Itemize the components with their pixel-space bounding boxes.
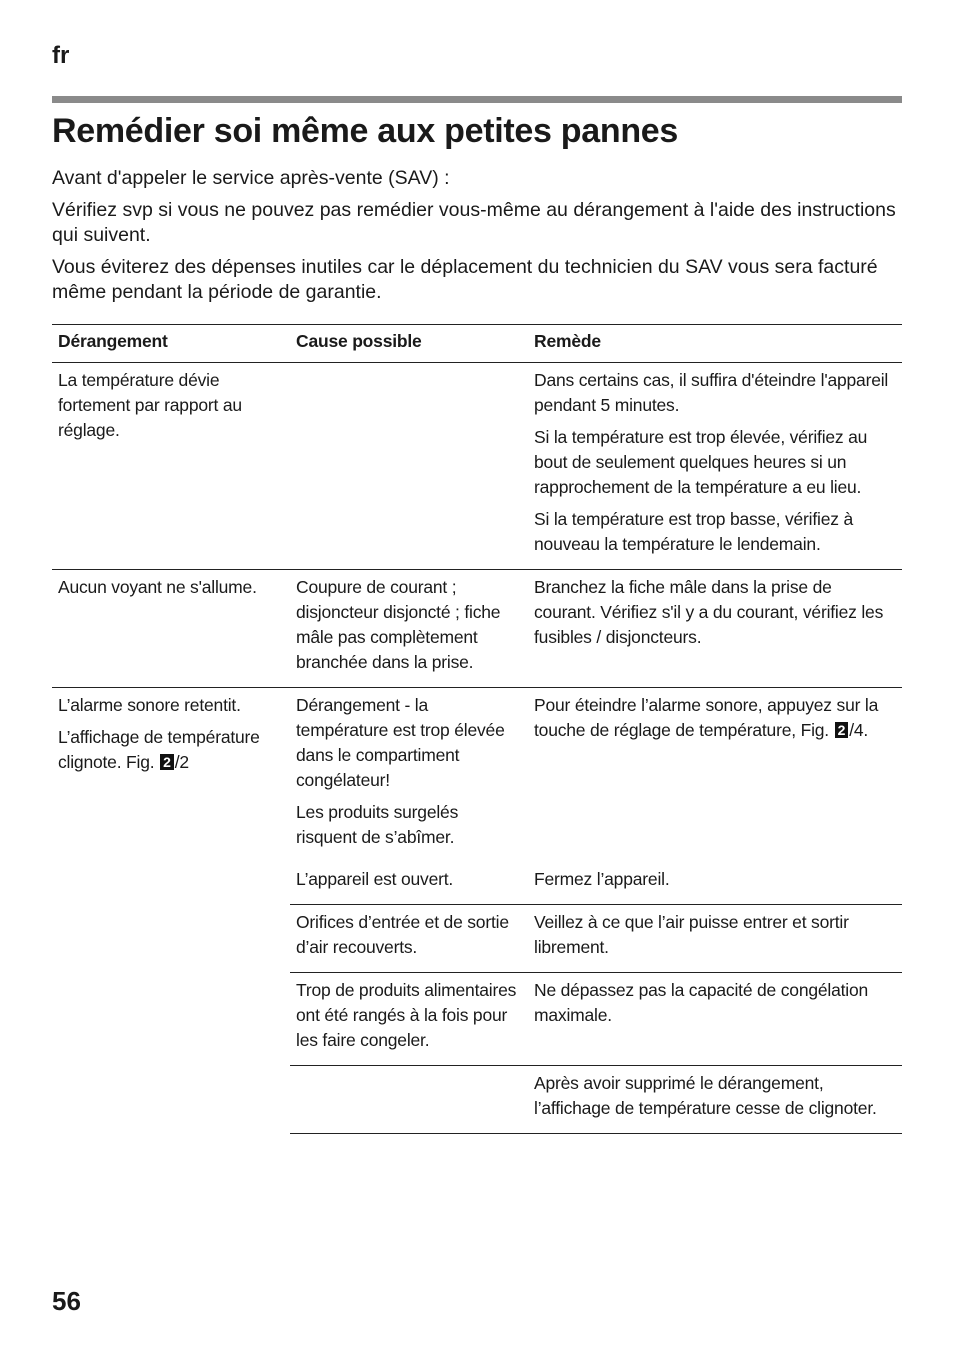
fault-cell xyxy=(52,688,290,1134)
fault-cell xyxy=(52,570,290,688)
cause-cell xyxy=(290,1066,528,1134)
cause-text: Les produits surgelés risquent de s’abîmer. xyxy=(296,802,459,847)
column-header-fault: Dérangement xyxy=(52,325,290,363)
remedy-cell xyxy=(528,570,902,688)
cause-text: Coupure de courant ; disjoncteur disjoncté ; fiche mâle pas complètement branchée dans la prise. xyxy=(296,577,501,672)
remedy-cell xyxy=(528,688,902,863)
cause-cell xyxy=(290,905,528,973)
intro-paragraph: Vous éviterez des dépenses inutiles car le déplacement du technicien du SAV vous sera facturé même pendant la période de garantie. xyxy=(52,256,878,303)
fault-text xyxy=(58,725,284,775)
remedy-text: Ne dépassez pas la capacité de congélation maximale. xyxy=(534,980,869,1025)
remedy-text: Veillez à ce que l’air puisse entrer et sortir librement. xyxy=(534,912,849,957)
remedy-cell xyxy=(528,973,902,1066)
figure-suffix: /2 xyxy=(174,752,189,772)
cause-text: Orifices d’entrée et de sortie d’air recouverts. xyxy=(296,912,509,957)
remedy-text: Si la température est trop élevée, vérifiez au bout de seulement quelques heures si un rapprochement de la température a eu lieu. xyxy=(534,427,868,497)
figure-suffix: /4. xyxy=(849,720,869,740)
language-tag: fr xyxy=(52,42,70,69)
remedy-cell xyxy=(528,363,902,570)
cause-cell xyxy=(290,688,528,863)
page-number: 56 xyxy=(52,1286,81,1316)
remedy-cell xyxy=(528,862,902,905)
intro-paragraph: Avant d'appeler le service après-vente (SAV) : xyxy=(52,167,450,189)
cause-cell xyxy=(290,570,528,688)
remedy-text: Fermez l’appareil. xyxy=(534,869,670,889)
cause-cell xyxy=(290,363,528,570)
column-header-remedy: Remède xyxy=(528,325,902,363)
remedy-text: Dans certains cas, il suffira d'éteindre l'appareil pendant 5 minutes. xyxy=(534,370,889,415)
cause-cell xyxy=(290,973,528,1066)
fault-text-main: L’affichage de température clignote. Fig. xyxy=(58,727,260,772)
cause-cell xyxy=(290,862,528,905)
remedy-cell xyxy=(528,905,902,973)
fault-text: L’alarme sonore retentit. xyxy=(58,695,241,715)
remedy-text: Après avoir supprimé le dérangement, l’affichage de température cesse de clignoter. xyxy=(534,1073,877,1118)
table-row xyxy=(52,570,902,688)
header-rule xyxy=(52,96,902,103)
figure-number-badge: 2 xyxy=(835,722,849,738)
intro-paragraph: Vérifiez svp si vous ne pouvez pas remédier vous-même au dérangement à l'aide des instructions qui suivent. xyxy=(52,199,896,246)
column-header-cause: Cause possible xyxy=(290,325,528,363)
page-title: Remédier soi même aux petites pannes xyxy=(52,112,679,150)
table-row xyxy=(52,363,902,570)
cause-text: L’appareil est ouvert. xyxy=(296,869,454,889)
remedy-text: Branchez la fiche mâle dans la prise de courant. Vérifiez s'il y a du courant, vérifiez les fusibles / disjoncteurs. xyxy=(534,577,884,647)
remedy-text xyxy=(534,693,896,743)
troubleshooting-table xyxy=(52,324,902,1134)
table-header-row xyxy=(52,325,902,363)
remedy-cell xyxy=(528,1066,902,1134)
fault-text: Aucun voyant ne s'allume. xyxy=(58,577,257,597)
fault-text: La température dévie fortement par rapport au réglage. xyxy=(58,370,242,440)
table-row xyxy=(52,688,902,863)
intro-text xyxy=(52,166,902,312)
remedy-text-main: Pour éteindre l’alarme sonore, appuyez sur la touche de réglage de température, Fig. xyxy=(534,695,879,740)
figure-number-badge: 2 xyxy=(160,754,174,770)
cause-text: Dérangement - la température est trop élevée dans le compartiment congélateur! xyxy=(296,695,505,790)
fault-cell xyxy=(52,363,290,570)
remedy-text: Si la température est trop basse, vérifiez à nouveau la température le lendemain. xyxy=(534,509,853,554)
cause-text: Trop de produits alimentaires ont été rangés à la fois pour les faire congeler. xyxy=(296,980,517,1050)
